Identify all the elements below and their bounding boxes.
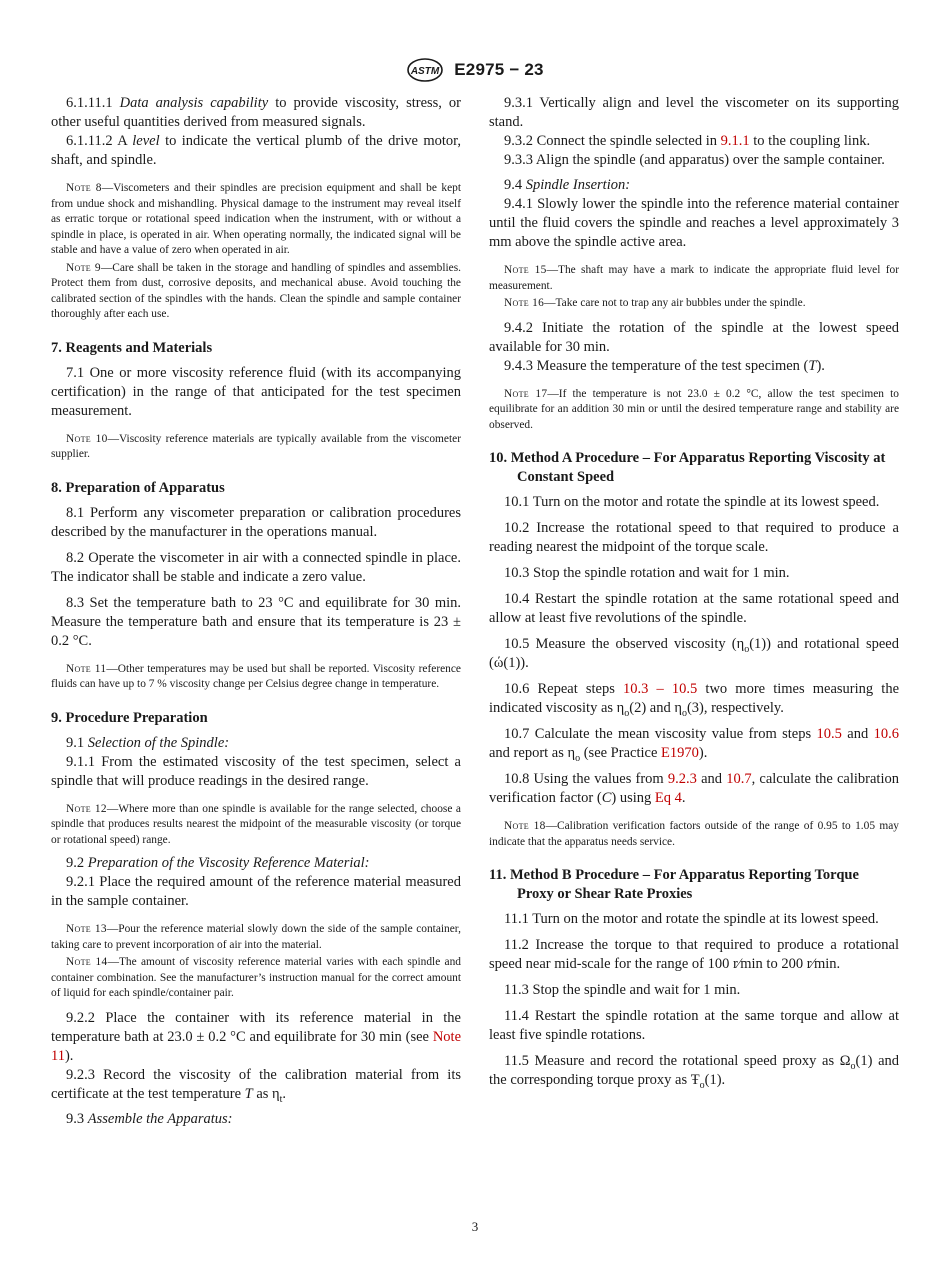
paragraph-9-3-1: 9.3.1 Vertically align and level the viscometer on its supporting stand. (489, 95, 899, 130)
note-8: Note 8—Viscometers and their spindles are precision equipment and shall be kept from undue shock and mishandling. Physical damage to the instrument may reveal itself as erratic torque or rotational speed indication when the instrument, with or without a spindle in place, is operated in air. When operating normally, the indicated signal will be stable and have a value of zero when operated in air. (51, 182, 461, 256)
link-eq-4[interactable]: Eq 4 (654, 790, 682, 806)
paragraph-11-4: 11.4 Restart the spindle rotation at the same torque and allow at least five spindle rotations. (489, 1008, 899, 1043)
section-9-heading: 9. Procedure Preparation (51, 709, 208, 726)
paragraph-11-2: 11.2 Increase the torque to that required to produce a rotational speed near mid-scale for the range of 100 r⁄min to 200 r⁄min. (489, 937, 899, 972)
link-9-1-1[interactable]: 9.1.1 (720, 133, 750, 149)
paragraph-10-7: 10.7 Calculate the mean viscosity value from steps 10.5 and 10.6 and report as $\eta_o$ (see Practice E1970). (489, 726, 900, 764)
section-7-heading: 7. Reagents and Materials (51, 339, 213, 356)
paragraph-10-8: 10.8 Using the values from 9.2.3 and 10.7, calculate the calibration verification factor (C) using Eq 4. (489, 771, 899, 806)
paragraph-9-3-3: 9.3.3 Align the spindle (and apparatus) over the sample container. (504, 152, 885, 168)
paragraph-9-2: 9.2 Preparation of the Viscosity Reference Material: (66, 855, 370, 871)
link-9-2-3[interactable]: 9.2.3 (667, 771, 697, 787)
note-17: Note 17—If the temperature is not 23.0 ± 0.2 °C, allow the test specimen to equilibrate for an addition 30 min or until the desired temperature range and stability are observed. (489, 387, 899, 431)
right-column (489, 94, 899, 1090)
note-11-link[interactable]: Note 11 (51, 1028, 461, 1064)
paragraph-10-6: 10.6 Repeat steps 10.3 – 10.5 two more times measuring the indicated viscosity as $\eta_o(2)$ and $\eta_o(3)$, respectively. (489, 681, 900, 719)
paragraph-10-3: 10.3 Stop the spindle rotation and wait for 1 min. (504, 565, 790, 581)
note-9: Note 9—Care shall be taken in the storage and handling of spindles and assemblies. Protect them from dust, corrosive deposits, and mechanical abuse. Avoid touching the calibrated section of the spindles with the hands. Clean the spindle and sample container thoroughly after each use. (51, 261, 461, 320)
paragraph-6-1-11-1: 6.1.11.1 Data analysis capability to provide viscosity, stress, or other useful quantities derived from measured signals. (51, 95, 462, 130)
note-12: Note 12—Where more than one spindle is available for the range selected, choose a spindle that produces results nearest the midpoint of the measurable viscosity (or torque or rotational speed) range. (51, 802, 461, 846)
paragraph-11-5: 11.5 Measure and record the rotational speed proxy as $\Omega_o(1)$ and the corresponding torque proxy as $Ŧ_o(1)$. (489, 1053, 900, 1091)
link-10-3-10-5[interactable]: 10.3 – 10.5 (623, 681, 698, 697)
note-13: Note 13—Pour the reference material slowly down the side of the sample container, taking care to prevent incorporation of air into the material. (51, 923, 461, 951)
paragraph-10-4: 10.4 Restart the spindle rotation at the same rotational speed and allow at least five revolutions of the spindle. (489, 591, 899, 626)
paragraph-9-4: 9.4 Spindle Insertion: (504, 177, 631, 193)
page-header (0, 58, 950, 82)
paragraph-9-4-2: 9.4.2 Initiate the rotation of the spindle at the lowest speed available for 30 min. (489, 319, 899, 355)
paragraph-9-4-3: 9.4.3 Measure the temperature of the test specimen (T). (504, 357, 825, 374)
paragraph-9-3: 9.3 Assemble the Apparatus: (66, 1110, 233, 1127)
paragraph-10-1: 10.1 Turn on the motor and rotate the spindle at its lowest speed. (504, 494, 880, 510)
paragraph-9-1-1: 9.1.1 From the estimated viscosity of the test specimen, select a spindle that will produce readings in the desired range. (51, 753, 461, 789)
paragraph-9-2-1: 9.2.1 Place the required amount of the reference material measured in the sample container. (51, 874, 461, 909)
paragraph-9-3-2: 9.3.2 Connect the spindle selected in 9.1.1 to the coupling link. (504, 133, 871, 149)
link-e1970[interactable]: E1970 (661, 745, 699, 761)
paragraph-10-2: 10.2 Increase the rotational speed to that required to produce a reading nearest the midpoint of the torque scale. (489, 520, 899, 555)
section-8-heading: 8. Preparation of Apparatus (51, 479, 225, 496)
paragraph-9-1: 9.1 Selection of the Spindle: (66, 734, 230, 751)
paragraph-9-2-2: 9.2.2 Place the container with its reference material in the temperature bath at 23.0 ± 0.2 °C and equilibrate for 30 min (see Note 11). (51, 1009, 461, 1064)
astm-logo (406, 58, 444, 82)
note-18: Note 18—Calibration verification factors outside of the range of 0.95 to 1.05 may indicate that the apparatus needs service. (489, 820, 899, 848)
paragraph-10-5: 10.5 Measure the observed viscosity $(\eta_o(1))$ and rotational speed (ώ(1)). (489, 636, 899, 671)
paragraph-9-2-3: 9.2.3 Record the viscosity of the calibration material from its certificate at the test temperature T as $\eta_t$. (51, 1066, 461, 1105)
link-10-5[interactable]: 10.5 (816, 726, 842, 742)
page-number: 3 (471, 1219, 479, 1234)
note-11: Note 11—Other temperatures may be used but shall be reported. Viscosity reference fluids can have up to 7 % viscosity change per Celsius degree change in temperature. (51, 662, 461, 690)
note-16: Note 16—Take care not to trap any air bubbles under the spindle. (504, 297, 806, 309)
link-10-6[interactable]: 10.6 (873, 726, 900, 742)
paragraph-11-1: 11.1 Turn on the motor and rotate the spindle at its lowest speed. (504, 911, 879, 927)
paragraph-7-1: 7.1 One or more viscosity reference fluid (with its accompanying certification) in the range of that anticipated for the test specimen measurement. (51, 364, 461, 419)
link-10-7[interactable]: 10.7 (726, 771, 752, 787)
svg-text:ASTM: ASTM (411, 66, 440, 77)
section-10-heading: 10. Method A Procedure – For Apparatus Reporting Viscosity at Constant Speed (489, 450, 886, 485)
paragraph-8-2: 8.2 Operate the viscometer in air with a connected spindle in place. The indicator shall be stable and indicate a zero value. (51, 549, 461, 585)
left-column (51, 94, 461, 1129)
paragraph-6-1-11-2: 6.1.11.2 A level to indicate the vertical plumb of the drive motor, shaft, and spindle. (51, 133, 461, 168)
note-15: Note 15—The shaft may have a mark to indicate the appropriate fluid level for measurement. (489, 264, 900, 292)
paragraph-9-4-1: 9.4.1 Slowly lower the spindle into the reference material container until the fluid covers the spindle and reaches a level approximately 3 mm above the spindle active area. (489, 196, 899, 250)
paragraph-8-1: 8.1 Perform any viscometer preparation or calibration procedures described by the manufacturer in the operations manual. (51, 504, 461, 540)
note-14: Note 14—The amount of viscosity reference material varies with each spindle and container combination. See the manufacturer’s instruction manual for the correct amount of liquid for each spindle/container pair. (51, 956, 461, 999)
paragraph-11-3: 11.3 Stop the spindle and wait for 1 min. (504, 982, 741, 998)
note-10: Note 10—Viscosity reference materials are typically available from the viscometer supplier. (51, 432, 461, 460)
section-11-heading: 11. Method B Procedure – For Apparatus Reporting Torque Proxy or Shear Rate Proxies (489, 867, 859, 902)
document-id: E2975 − 23 (454, 60, 544, 79)
paragraph-8-3: 8.3 Set the temperature bath to 23 °C and equilibrate for 30 min. Measure the temperature bath and ensure that its temperature is 23 ± 0.2 °C. (51, 594, 461, 649)
